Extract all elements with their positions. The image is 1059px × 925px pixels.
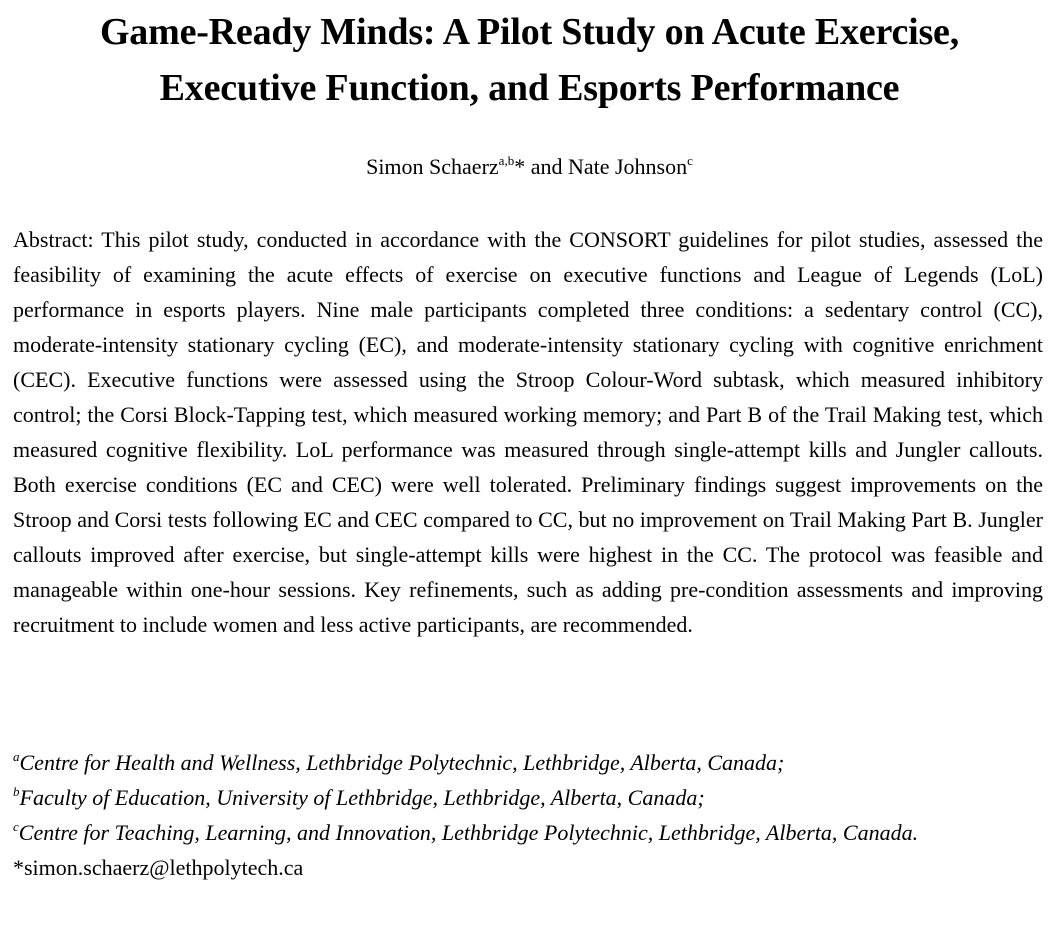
affiliation-b-text: Faculty of Education, University of Lethbridge, Lethbridge, Alberta, Canada; (19, 785, 705, 810)
author-1-affil-marks: a,b (498, 153, 515, 168)
affiliation-c-text: Centre for Teaching, Learning, and Innovation, Lethbridge Polytechnic, Lethbridge, Alberta, Canada. (18, 820, 919, 845)
corresponding-email[interactable]: *simon.schaerz@lethpolytech.ca (13, 855, 304, 880)
affiliation-a-text: Centre for Health and Wellness, Lethbridge Polytechnic, Lethbridge, Alberta, Canada; (19, 750, 785, 775)
author-2-name: Nate Johnson (567, 154, 688, 179)
affiliation-a (13, 745, 1043, 780)
affiliation-a-marker: a (13, 749, 20, 764)
corresponding-author-mark: * (514, 154, 526, 179)
author-1-name: Simon Schaerz (366, 154, 499, 179)
title-line-2: Executive Function, and Esports Performance (159, 67, 900, 109)
author-conjunction: and (525, 154, 568, 179)
abstract-paragraph: Abstract: This pilot study, conducted in accordance with the CONSORT guidelines for pilot studies, assessed the feasibility of examining the acute effects of exercise on executive functions and League of Legends (LoL) performance in esports players. Nine male participants completed three conditions: a sedentary control (CC), moderate-intensity stationary cycling (EC), and moderate-intensity stationary cycling with cognitive enrichment (CEC). Executive functions were assessed using the Stroop Colour-Word subtask, which measured inhibitory control; the Corsi Block-Tapping test, which measured working memory; and Part B of the Trail Making test, which measured cognitive flexibility. LoL performance was measured through single-attempt kills and Jungler callouts. Both exercise conditions (EC and CEC) were well tolerated. Preliminary findings suggest improvements on the Stroop and Corsi tests following EC and CEC compared to CC, but no improvement on Trail Making Part B. Jungler callouts improved after exercise, but single-attempt kills were highest in the CC. The protocol was feasible and manageable within one-hour sessions. Key refinements, such as adding pre-condition assessments and improving recruitment to include women and less active participants, are recommended. (13, 227, 1043, 637)
affiliation-c (13, 815, 1043, 850)
author-list (0, 150, 1059, 184)
affiliations-block (13, 745, 1043, 885)
affiliation-b (13, 780, 1043, 815)
paper-title (0, 4, 1059, 116)
affiliation-b-marker: b (13, 784, 20, 799)
title-line-1: Game-Ready Minds: A Pilot Study on Acute Exercise, (99, 11, 960, 53)
affiliation-c-marker: c (13, 819, 19, 834)
author-2-affil-marks: c (687, 153, 693, 168)
